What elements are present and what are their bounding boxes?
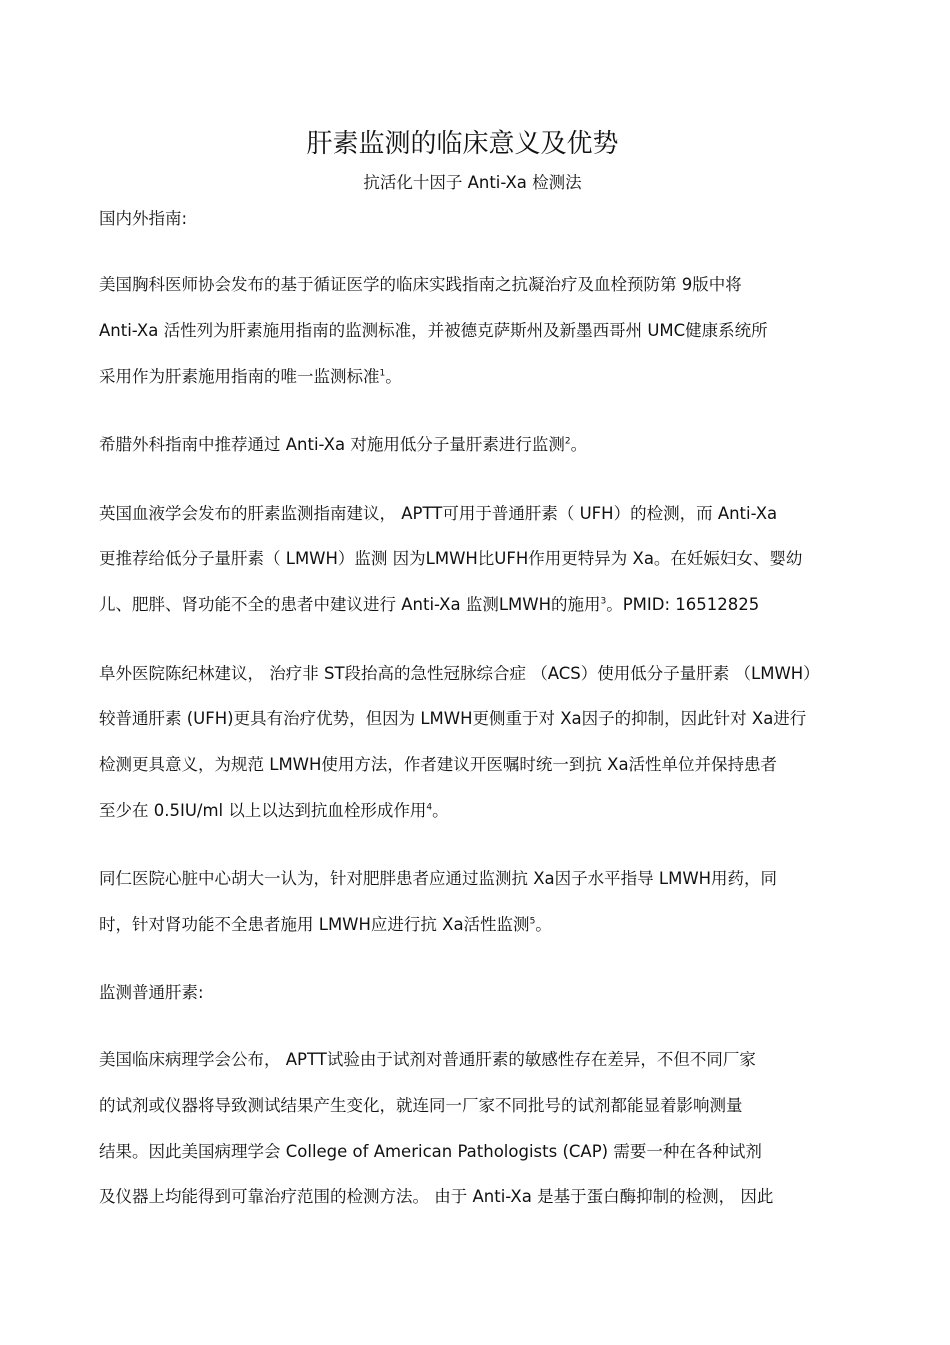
reference-marker: 3 xyxy=(600,596,607,607)
line-text: 儿、肥胖、肾功能不全的患者中建议进行 Anti-Xa 监测LMWH的施用 xyxy=(99,595,601,614)
line-text: 及仪器上均能得到可靠治疗范围的检测方法。 由于 Anti-Xa 是基于蛋白酶抑制的检测， 因此 xyxy=(99,1187,774,1206)
paragraph-line xyxy=(99,753,777,777)
paragraph-line xyxy=(99,593,759,617)
paragraph-line xyxy=(99,433,587,457)
paragraph-line xyxy=(99,867,777,891)
paragraph-line xyxy=(99,365,402,389)
paragraph-line xyxy=(99,662,820,686)
line-text-tail: 。 xyxy=(432,801,449,820)
paragraph-line xyxy=(99,319,768,343)
paragraph-line xyxy=(99,1140,762,1164)
line-text: 希腊外科指南中推荐通过 Anti-Xa 对施用低分子量肝素进行监测 xyxy=(99,435,565,454)
line-text: 国内外指南: xyxy=(99,209,188,228)
paragraph-line xyxy=(99,1094,743,1118)
line-text: 英国血液学会发布的肝素监测指南建议， APTT可用于普通肝素（ UFH）的检测，而 Anti-Xa xyxy=(99,504,778,523)
section-heading-guidelines xyxy=(99,207,187,231)
reference-marker: 2 xyxy=(564,436,571,447)
paragraph-line xyxy=(99,799,449,823)
paragraph-line xyxy=(99,913,552,937)
reference-marker: 1 xyxy=(379,368,386,379)
document-subtitle: 抗活化十因子 Anti-Xa 检测法 xyxy=(363,173,582,192)
line-text-tail: 。 xyxy=(570,435,588,454)
reference-marker: 4 xyxy=(426,802,433,813)
paragraph-line xyxy=(99,707,806,731)
line-text: 采用作为肝素施用指南的唯一监测标准 xyxy=(99,367,380,386)
paragraph-line xyxy=(99,547,802,571)
section-heading-unfractionated-heparin xyxy=(99,981,204,1005)
line-text: 较普通肝素 (UFH)更具有治疗优势，但因为 LMWH更侧重于对 Xa因子的抑制，因此针对 Xa进行 xyxy=(99,709,807,728)
line-text: 监测普通肝素: xyxy=(99,983,204,1002)
line-text: 时，针对肾功能不全患者施用 LMWH应进行抗 Xa活性监测 xyxy=(99,915,530,934)
paragraph-line xyxy=(99,502,777,526)
paragraph-line xyxy=(99,1048,756,1072)
line-text: 至少在 0.5IU/ml 以上以达到抗血栓形成作用 xyxy=(99,801,427,820)
line-text: 美国胸科医师协会发布的基于循证医学的临床实践指南之抗凝治疗及血栓预防第 9版中将 xyxy=(99,275,742,294)
line-text: 结果。因此美国病理学会 College of American Pathologists (CAP) 需要一种在各种试剂 xyxy=(99,1142,762,1161)
line-text: 的试剂或仪器将导致测试结果产生变化，就连同一厂家不同批号的试剂都能显着影响测量 xyxy=(99,1096,743,1115)
line-text-tail: 。PMID: 16512825 xyxy=(606,595,760,614)
line-text: 美国临床病理学会公布， APTT试验由于试剂对普通肝素的敏感性存在差异，不但不同厂家 xyxy=(99,1050,756,1069)
document-title: 肝素监测的临床意义及优势 xyxy=(306,129,619,159)
line-text-tail: 。 xyxy=(385,367,402,386)
line-text: 阜外医院陈纪林建议， 治疗非 ST段抬高的急性冠脉综合症 （ACS）使用低分子量肝素 （LMWH） xyxy=(99,664,820,683)
line-text: 检测更具意义，为规范 LMWH使用方法，作者建议开医嘱时统一到抗 Xa活性单位并保持患者 xyxy=(99,755,778,774)
line-text: 更推荐给低分子量肝素（ LMWH）监测 因为LMWH比UFH作用更特异为 Xa。在妊娠妇女、婴幼 xyxy=(99,549,803,568)
reference-marker: 5 xyxy=(529,916,536,927)
line-text: 同仁医院心脏中心胡大一认为，针对肥胖患者应通过监测抗 Xa因子水平指导 LMWH用药，同 xyxy=(99,869,778,888)
paragraph-line xyxy=(99,1185,773,1209)
line-text: Anti-Xa 活性列为肝素施用指南的监测标准，并被德克萨斯州及新墨西哥州 UMC健康系统所 xyxy=(99,321,768,340)
paragraph-line xyxy=(99,273,742,297)
line-text-tail: 。 xyxy=(535,915,552,934)
